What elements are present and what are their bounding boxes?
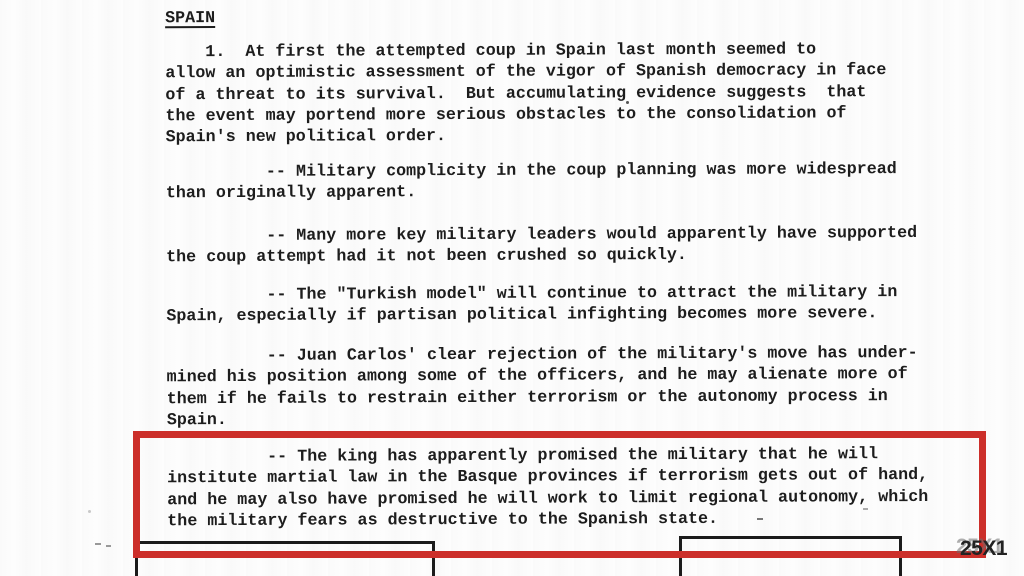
bullet-military-complicity: -- Military complicity in the coup planning was more widespread than originally apparent. (165, 160, 897, 204)
classification-code-25x1: 25X1 (960, 537, 1008, 560)
bullet-turkish-model: -- The "Turkish model" will continue to attract the military in Spain, especially if partisan political infighting becomes more severe. (166, 283, 898, 327)
redaction-box-left (135, 541, 435, 576)
redaction-box-right (679, 536, 902, 576)
bullet-key-military-leaders: -- Many more key military leaders would apparently have supported the coup attempt had it not been crushed so quickly. (165, 224, 918, 268)
bullet-king-martial-law: -- The king has apparently promised the military that he will institute martial law in the Basque provinces if terrorism gets out of hand, and he may also have promised he will work to limit regional autonomy, which the military fears as destructive to the Spanish state. (166, 445, 929, 532)
paragraph-1: 1. At first the attempted coup in Spain last month seemed to allow an optimistic assessment of the vigor of Spanish democracy in face of a threat to its survival. But accumulating evidence suggests that the event may portend more serious obstacles to the consolidation of Spain's new political order. (165, 40, 887, 148)
section-heading: SPAIN (165, 9, 216, 29)
bullet-juan-carlos: -- Juan Carlos' clear rejection of the military's move has under- mined his position among some of the officers, and he may alienate more of them if he fails to restrain either terrorism or the autonomy process in Spain. (166, 343, 918, 431)
